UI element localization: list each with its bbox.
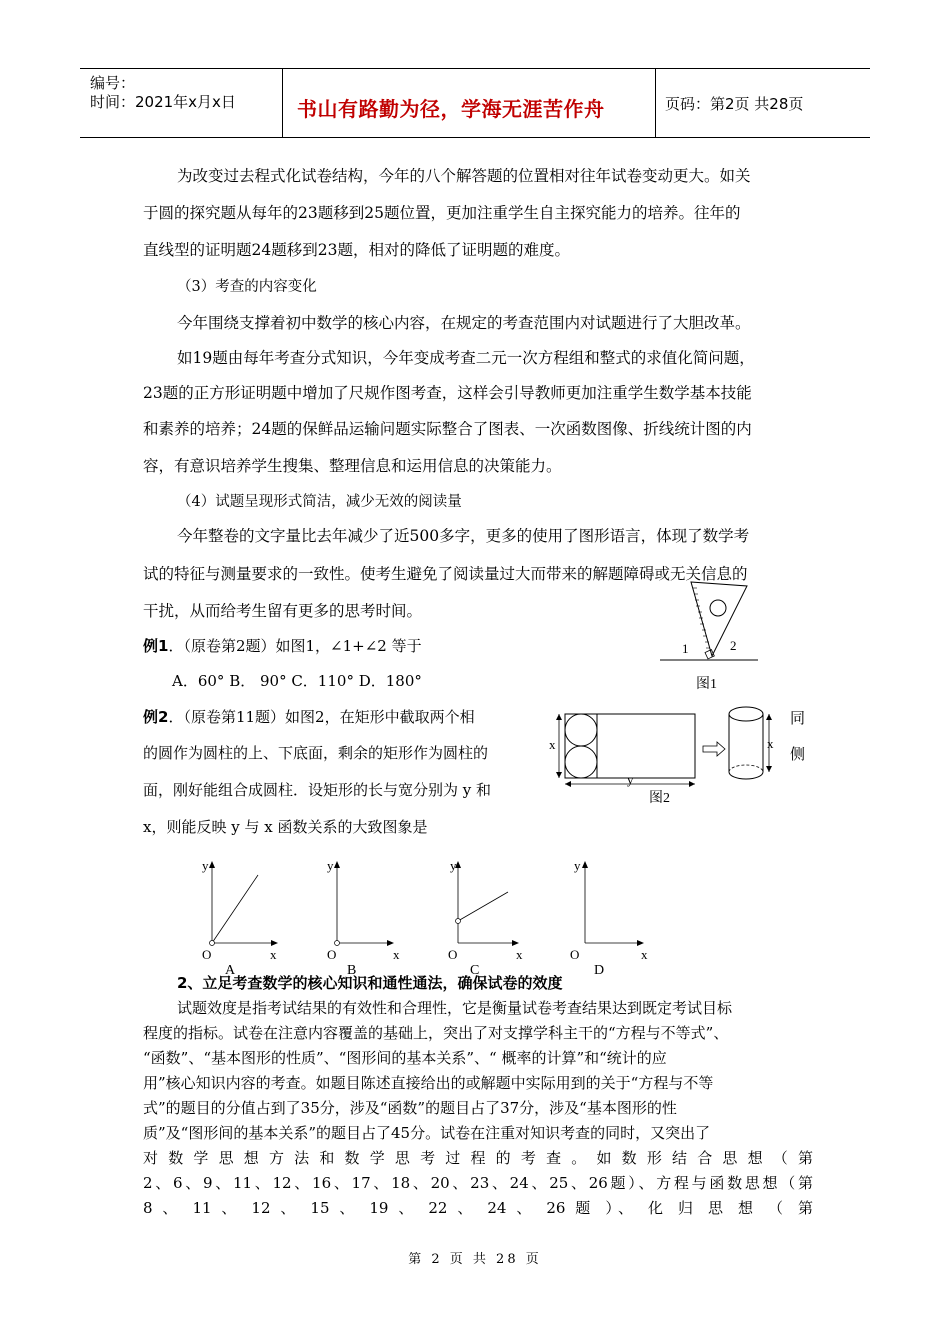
section-2-heading: 2、立足考查数学的核心知识和通性通法，确保试卷的效度 bbox=[177, 974, 563, 992]
graph-c-option-label: C bbox=[470, 963, 480, 978]
set-square bbox=[691, 582, 747, 656]
graph-a-y-label: y bbox=[202, 858, 209, 873]
paragraph-line: 于圆的探究题从每年的23题移到25题位置，更加注重学生自主探究能力的培养。往年的 bbox=[143, 204, 741, 222]
arrow-head bbox=[582, 861, 588, 868]
paragraph-line: 程度的指标。试卷在注意内容覆盖的基础上，突出了对支撑学科主干的“方程与不等式”、 bbox=[143, 1024, 729, 1042]
arrow-head bbox=[556, 714, 562, 720]
header-page-info: 页码：第2页 共28页 bbox=[665, 95, 804, 113]
example1-options: A．60° B． 90° C．110° D．180° bbox=[172, 672, 422, 690]
graph-c-line bbox=[458, 892, 508, 921]
example2-line: 的圆作为圆柱的上、下底面，剩余的矩形作为圆柱的 bbox=[143, 744, 489, 762]
paragraph-line: 质”及“图形间的基本关系”的题目占了45分。试卷在注重对知识考查的同时，又突出了 bbox=[143, 1124, 711, 1142]
graph-a-line bbox=[212, 875, 258, 943]
graph-d-origin: O bbox=[570, 947, 580, 962]
bottom-circle bbox=[565, 746, 597, 778]
graph-c-y-label: y bbox=[450, 858, 457, 873]
paragraph-line: 用”核心知识内容的考查。如题目陈述直接给出的或解题中实际用到的关于“方程与不等 bbox=[143, 1074, 714, 1092]
graph-d-x-label: x bbox=[641, 947, 648, 962]
graph-b-open-point bbox=[335, 941, 340, 946]
arrow-head bbox=[766, 714, 772, 720]
angle-2-label: 2 bbox=[730, 638, 737, 653]
paragraph-line: 为改变过去程式化试卷结构，今年的八个解答题的位置相对往年试卷变动更大。如关 bbox=[177, 167, 751, 185]
graph-b-y-label: y bbox=[327, 858, 334, 873]
graph-a-open-point bbox=[210, 941, 215, 946]
paragraph-line: 8 、 11 、 12 、 15 、 19 、 22 、 24 、 26 题 ）、 化 归 思 想 （ 第 bbox=[143, 1199, 813, 1217]
header-time: 时间：2021年x月x日 bbox=[90, 93, 236, 111]
subheading-4: （4）试题呈现形式简洁，减少无效的阅读量 bbox=[177, 494, 462, 510]
arrow-head bbox=[512, 940, 519, 946]
example2-text: ．（原卷第11题）如图2，在矩形中截取两个相 bbox=[168, 708, 475, 726]
graph-b-x-label: x bbox=[393, 947, 400, 962]
arrow-head bbox=[271, 940, 278, 946]
example2-label: 例2 bbox=[143, 708, 169, 726]
paragraph-line: 式”的题目的分值占到了35分，涉及“函数”的题目占了37分，涉及“基本图形的性 bbox=[143, 1099, 677, 1117]
graph-c bbox=[448, 858, 523, 978]
paragraph-line: 23题的正方形证明题中增加了尺规作图考查，这样会引导教师更加注重学生数学基本技能 bbox=[143, 384, 752, 402]
graph-c-x-label: x bbox=[516, 947, 523, 962]
figure-2-caption: 图2 bbox=[649, 791, 670, 806]
arrow-head bbox=[209, 861, 215, 868]
example1-label: 例1 bbox=[143, 637, 169, 655]
cylinder-bottom bbox=[729, 772, 763, 779]
arrow-head bbox=[387, 940, 394, 946]
graph-d-y-label: y bbox=[574, 858, 581, 873]
arrow-head bbox=[334, 861, 340, 868]
graph-b bbox=[327, 858, 400, 978]
arrow-head bbox=[689, 781, 695, 787]
x-dimension-label: x bbox=[549, 737, 556, 752]
graph-b-origin: O bbox=[327, 947, 337, 962]
cylinder-bottom-hidden bbox=[729, 765, 763, 772]
paragraph-line: 如19题由每年考查分式知识，今年变成考查二元一次方程组和整式的求值化简问题， bbox=[177, 349, 755, 367]
subheading-3: （3）考查的内容变化 bbox=[177, 279, 317, 295]
example2-line: 面，刚好能组合成圆柱．设矩形的长与宽分别为 y 和 bbox=[143, 781, 492, 799]
figure-1-caption: 图1 bbox=[696, 677, 717, 692]
figure-1 bbox=[655, 578, 765, 696]
y-dimension-label: y bbox=[627, 772, 634, 787]
header-motto: 书山有路勤为径，学海无涯苦作舟 bbox=[297, 97, 605, 121]
paragraph-line: 直线型的证明题24题移到23题，相对的降低了证明题的难度。 bbox=[143, 241, 570, 259]
example2-line: x，则能反映 y 与 x 函数关系的大致图象是 bbox=[143, 818, 428, 836]
paragraph-line: 试的特征与测量要求的一致性。使考生避免了阅读量过大而带来的解题障碍或无关信息的 bbox=[143, 565, 748, 583]
example2-side-char: 侧 bbox=[790, 745, 806, 763]
paragraph-line: 试题效度是指考试结果的有效性和合理性，它是衡量试卷考查结果达到既定考试目标 bbox=[177, 999, 733, 1017]
paragraph-line: 今年围绕支撑着初中数学的核心内容，在规定的考查范围内对试题进行了大胆改革。 bbox=[177, 314, 751, 332]
header-number: 编号： bbox=[90, 74, 136, 92]
arrow-head bbox=[766, 766, 772, 772]
graph-c-open-point bbox=[456, 919, 461, 924]
angle-1-label: 1 bbox=[682, 641, 689, 656]
graph-a-x-label: x bbox=[270, 947, 277, 962]
example1-text: ．（原卷第2题）如图1，∠1+∠2 等于 bbox=[168, 637, 422, 655]
arrow-head bbox=[637, 940, 644, 946]
paragraph-line: 容，有意识培养学生搜集、整理信息和运用信息的决策能力。 bbox=[143, 457, 562, 475]
example2-side-char: 同 bbox=[790, 709, 806, 727]
set-square-hole bbox=[710, 600, 726, 616]
top-circle bbox=[565, 714, 597, 746]
cylinder-top bbox=[729, 707, 763, 721]
graph-d-option-label: D bbox=[594, 963, 605, 978]
paragraph-line: 对数学思想方法和数学思考过程的考查。如数形结合思想（第 bbox=[143, 1149, 813, 1167]
answer-graphs bbox=[190, 855, 670, 980]
paragraph-line: 干扰，从而给考生留有更多的思考时间。 bbox=[143, 602, 423, 620]
arrow-head bbox=[556, 772, 562, 778]
paragraph-line: 和素养的培养；24题的保鲜品运输问题实际整合了图表、一次函数图像、折线统计图的内 bbox=[143, 420, 752, 438]
paragraph-line: “函数”、“基本图形的性质”、“图形间的基本关系”、“ 概率的计算”和“统计的应 bbox=[143, 1049, 667, 1067]
graph-a bbox=[202, 858, 278, 978]
transform-arrow bbox=[703, 742, 725, 756]
page-header bbox=[80, 68, 870, 138]
graph-a-origin: O bbox=[202, 947, 212, 962]
figure-2 bbox=[545, 700, 785, 808]
paragraph-line: 今年整卷的文字量比去年减少了近500多字，更多的使用了图形语言，体现了数学考 bbox=[177, 527, 750, 545]
graph-a-option-label: A bbox=[225, 963, 236, 978]
graph-c-origin: O bbox=[448, 947, 458, 962]
page-footer: 第 2 页 共 28 页 bbox=[408, 1252, 542, 1267]
graph-d bbox=[570, 858, 648, 978]
cylinder-x-label: x bbox=[767, 736, 774, 751]
arrow-head bbox=[565, 781, 571, 787]
header-divider bbox=[282, 69, 283, 137]
graph-b-option-label: B bbox=[347, 963, 357, 978]
paragraph-line: 2、6、9、11、12、16、17、18、20、23、24、25、26题）、方程与函数思想（第 bbox=[143, 1174, 813, 1192]
header-divider bbox=[655, 69, 656, 137]
